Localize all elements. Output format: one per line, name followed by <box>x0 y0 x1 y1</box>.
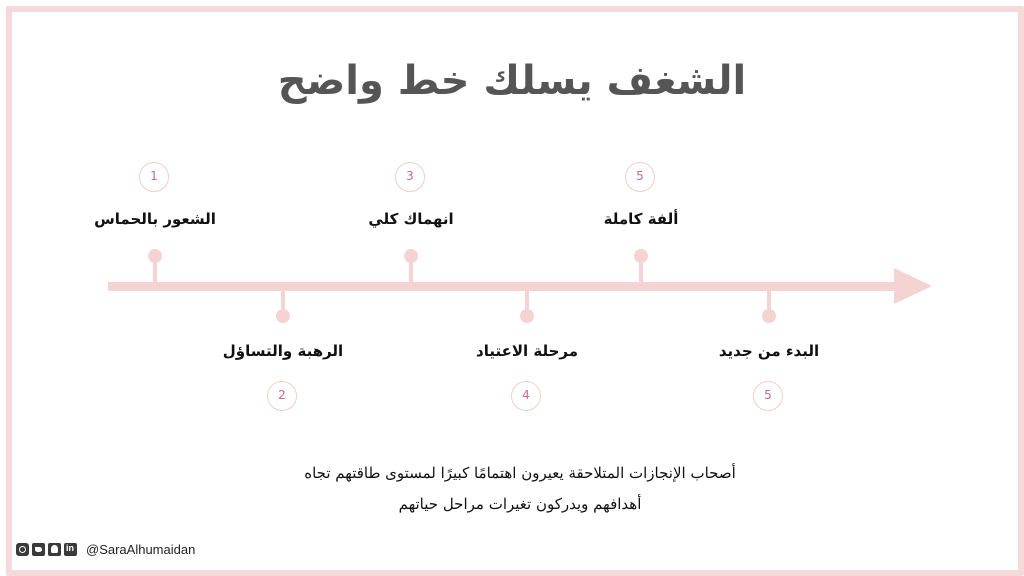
stage-label: الرهبة والتساؤل <box>222 342 344 360</box>
timeline-axis <box>108 282 904 291</box>
stage-dot <box>520 309 534 323</box>
stage-dot <box>762 309 776 323</box>
stage-dot <box>276 309 290 323</box>
stage-dot <box>148 249 162 263</box>
stage-dot <box>634 249 648 263</box>
stage-number-badge: 5 <box>753 381 783 411</box>
stage-label: انهماك كلي <box>368 210 454 228</box>
instagram-icon[interactable] <box>16 543 29 556</box>
social-handle[interactable]: @SaraAlhumaidan <box>86 542 196 557</box>
page-title: الشغف يسلك خط واضح <box>277 58 747 104</box>
stage-number-badge: 4 <box>511 381 541 411</box>
twitter-icon[interactable] <box>32 543 45 556</box>
footer <box>16 542 195 557</box>
timeline-arrowhead <box>894 268 932 304</box>
description-line-1: أصحاب الإنجازات المتلاحقة يعيرون اهتمامًا كبيرًا لمستوى طاقتهم تجاه <box>304 464 736 482</box>
snapchat-icon[interactable] <box>48 543 61 556</box>
stage-label: مرحلة الاعتياد <box>475 342 579 360</box>
stage-dot <box>404 249 418 263</box>
stage-number-badge: 5 <box>625 162 655 192</box>
stage-label: ألفة كاملة <box>603 210 679 228</box>
stage-number-badge: 2 <box>267 381 297 411</box>
stage-label: البدء من جديد <box>718 342 820 360</box>
stage-number-badge: 3 <box>395 162 425 192</box>
stage-number-badge: 1 <box>139 162 169 192</box>
description-line-2: أهدافهم ويدركون تغيرات مراحل حياتهم <box>398 495 642 513</box>
linkedin-icon[interactable]: in <box>64 543 77 556</box>
stage-label: الشعور بالحماس <box>94 210 216 228</box>
